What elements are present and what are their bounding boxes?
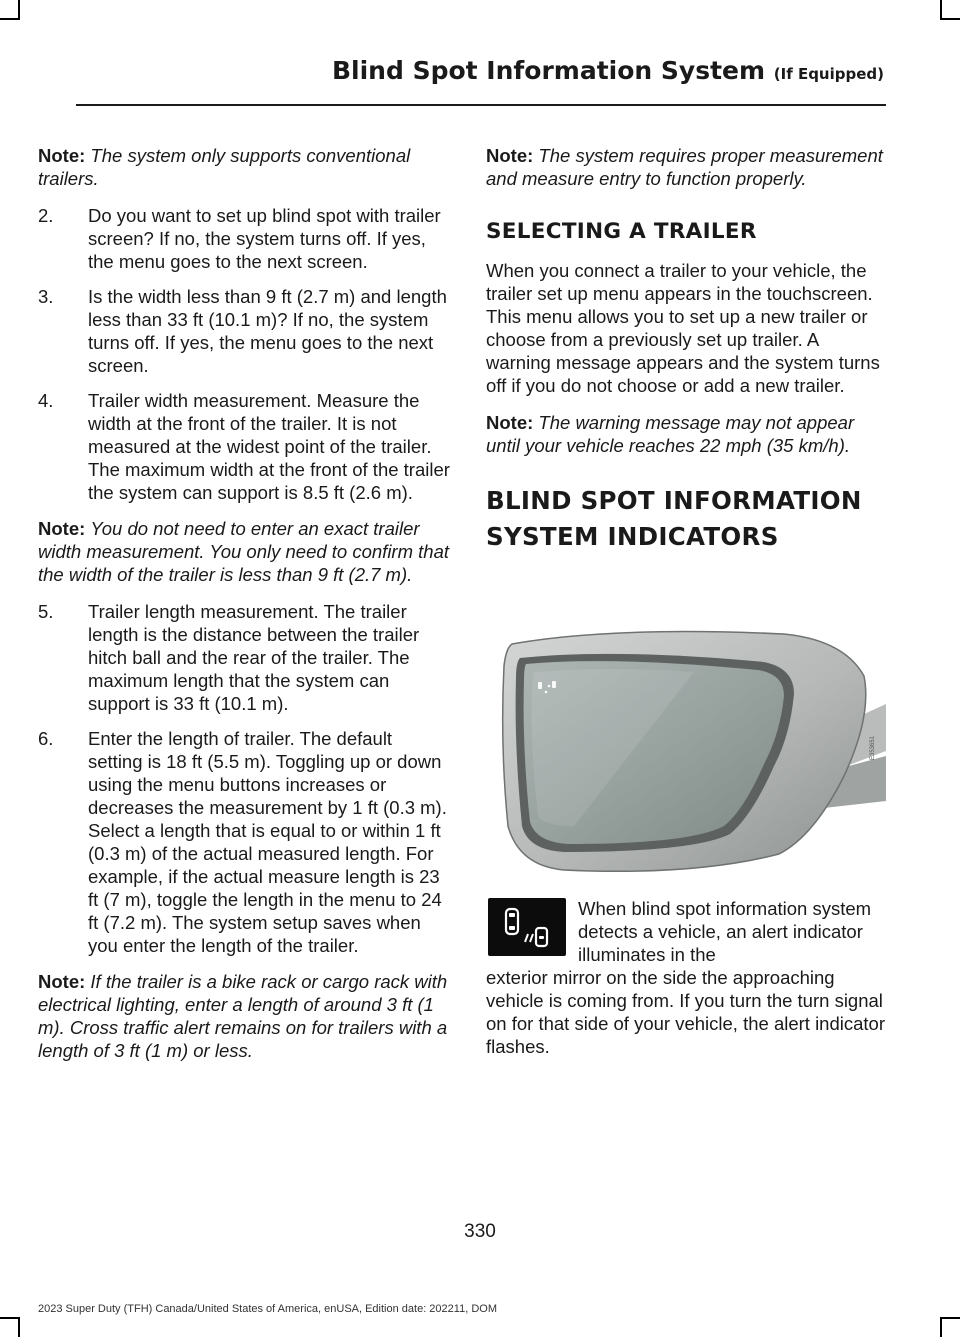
note-label: Note:	[486, 412, 534, 433]
side-mirror-illustration	[494, 626, 886, 876]
crop-mark-bottom-right-v	[940, 1317, 942, 1337]
selecting-trailer-text: When you connect a trailer to your vehicle, the trailer set up menu appears in the touchscreen. This menu allows you to set up a new trailer or choose from a previously set up trailer. A warning message appears and the system turns off if you do not choose or add a new trailer.	[486, 260, 880, 396]
steps-list-b	[38, 600, 450, 957]
step-text: Trailer length measurement. The trailer length is the distance between the trailer hitch ball and the rear of the trailer. The maximum length that the system can support is 33 ft (10.1 m).	[88, 601, 420, 714]
alert-indicator-text	[486, 897, 886, 1058]
heading-line: BLIND SPOT INFORMATION	[486, 486, 862, 515]
list-item	[38, 285, 450, 377]
steps-list-a	[38, 204, 450, 504]
alert-text-first: When blind spot information system detects a vehicle, an alert indicator illuminates in the	[578, 898, 872, 965]
note-text: The warning message may not appear until your vehicle reaches 22 mph (35 km/h).	[486, 412, 855, 456]
step-number: 3.	[38, 286, 54, 307]
list-item	[38, 389, 450, 504]
note-warning-message	[486, 411, 886, 457]
note-label: Note:	[38, 971, 86, 992]
note-text: The system requires proper measurement and measure entry to function properly.	[486, 145, 883, 189]
step-number: 4.	[38, 390, 54, 411]
list-item	[38, 600, 450, 715]
page-number: 330	[464, 1221, 496, 1242]
step-number: 2.	[38, 205, 54, 226]
crop-mark-top-right-h	[940, 18, 960, 20]
step-number: 6.	[38, 728, 54, 749]
list-item	[38, 727, 450, 957]
note-bike-rack	[38, 970, 450, 1062]
alert-text-rest: exterior mirror on the side the approaching vehicle is coming from. If you turn the turn signal on for that side of your vehicle, the alert indicator flashes.	[486, 967, 885, 1057]
note-trailer-width	[38, 517, 450, 586]
list-item	[38, 204, 450, 273]
step-text: Do you want to set up blind spot with trailer screen? If no, the system turns off. If yes, the menu goes to the next screen.	[88, 205, 441, 272]
image-code: E353651	[870, 735, 876, 760]
note-label: Note:	[486, 145, 534, 166]
header-subtitle: (If Equipped)	[773, 65, 884, 83]
page-header	[0, 56, 884, 85]
note-text: You do not need to enter an exact trailer width measurement. You only need to confirm that the width of the trailer is less than 9 ft (2.7 m).	[38, 518, 450, 585]
crop-mark-top-left-h	[0, 18, 20, 20]
crop-mark-bottom-left-h	[0, 1317, 20, 1319]
step-number: 5.	[38, 601, 54, 622]
step-text: Trailer width measurement. Measure the width at the front of the trailer. It is not measured at the widest point of the trailer. The maximum width at the front of the trailer the system can support is 8.5 ft (2.6 m).	[88, 390, 450, 503]
header-rule	[76, 104, 886, 106]
note-conventional-trailers	[38, 144, 450, 190]
heading-line: SYSTEM INDICATORS	[486, 522, 779, 551]
crop-mark-bottom-left-v	[18, 1317, 20, 1337]
crop-mark-bottom-right-h	[940, 1317, 960, 1319]
left-column	[38, 144, 450, 1076]
header-title: Blind Spot Information System	[331, 56, 766, 85]
step-text: Enter the length of trailer. The default setting is 18 ft (5.5 m). Toggling up or down using the menu buttons increases or decreases the measurement by 1 ft (0.3 m). Select a length that is equal to or within 1 ft (0.3 m) of the actual measured length. For example, if the actual measure length is 23 ft (7 m), toggle the length in the menu to 24 ft (7.2 m). The system setup saves when you enter the length of the trailer.	[88, 728, 447, 956]
note-label: Note:	[38, 145, 86, 166]
right-column	[486, 144, 886, 555]
crop-mark-top-right-v	[940, 0, 942, 20]
footer-text: 2023 Super Duty (TFH) Canada/United States of America, enUSA, Edition date: 202211, DOM	[38, 1303, 497, 1315]
crop-mark-top-left-v	[18, 0, 20, 20]
section-heading-selecting-trailer: SELECTING A TRAILER	[486, 219, 757, 244]
section-heading-indicators	[486, 483, 886, 555]
note-proper-measurement	[486, 144, 886, 190]
step-text: Is the width less than 9 ft (2.7 m) and length less than 33 ft (10.1 m)? If no, the system turns off. If yes, the menu goes to the next screen.	[88, 286, 447, 376]
note-text: If the trailer is a bike rack or cargo rack with electrical lighting, enter a length of around 3 ft (1 m). Cross traffic alert remains on for trailers with a length of 3 ft (1 m) or less.	[38, 971, 448, 1061]
note-text: The system only supports conventional trailers.	[38, 145, 411, 189]
note-label: Note:	[38, 518, 86, 539]
